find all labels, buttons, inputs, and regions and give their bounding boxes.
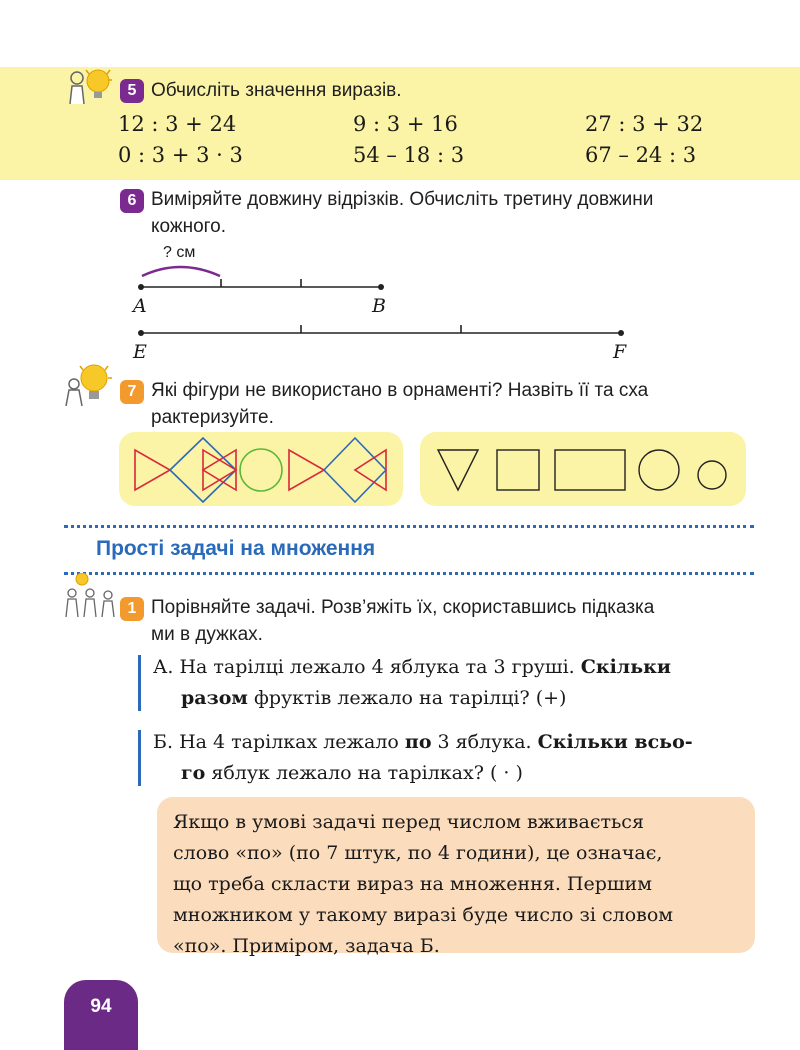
group-children-icon xyxy=(62,573,120,619)
triangle-icon xyxy=(438,450,478,490)
expression: 12 : 3 + 24 xyxy=(118,112,237,136)
divider-top xyxy=(64,525,754,528)
problem-a-letter: А. xyxy=(153,656,174,678)
point-a-label: A xyxy=(133,295,147,317)
expression: 27 : 3 + 32 xyxy=(585,112,704,136)
small-circle-icon xyxy=(698,461,726,489)
rule-note xyxy=(157,797,755,957)
arc-label: ? см xyxy=(163,244,196,261)
expression: 0 : 3 + 3 · 3 xyxy=(118,143,243,167)
expression: 9 : 3 + 16 xyxy=(353,112,458,136)
task6-number: 6 xyxy=(120,189,144,213)
rectangle-icon xyxy=(555,450,625,490)
problem-a-line2: разом фруктів лежало на тарілці? (+) xyxy=(181,687,567,709)
section-title: Прості задачі на множення xyxy=(96,537,376,560)
note-text: Якщо в умові задачі перед числом вживається слово «по» (по 7 штук, по 4 години), це означає, що треба скласти вираз на множення. Першим множником у такому виразі буде число зі словом «по». Приміром, задача Б. xyxy=(173,811,674,957)
big-circle-icon xyxy=(639,450,679,490)
expression: 54 – 18 : 3 xyxy=(353,143,465,167)
problem-b-line1: Б. На 4 тарілках лежало по 3 яблука. Скільки всьо- xyxy=(153,731,693,753)
task1-line2: ми в дужках. xyxy=(151,624,263,645)
thinking-child-icon xyxy=(62,66,120,108)
task5-title: Обчисліть значення виразів. xyxy=(151,80,402,101)
task7-number: 7 xyxy=(120,380,144,404)
task1-line1: Порівняйте задачі. Розв’яжіть їх, скориставшись підказка xyxy=(151,597,655,618)
point-f-label: F xyxy=(613,341,627,363)
point-b-label: B xyxy=(372,295,386,317)
problem-a-bar xyxy=(138,655,141,711)
square-icon xyxy=(497,450,539,490)
ornament xyxy=(119,432,403,506)
task7-line2: рактеризуйте. xyxy=(151,407,274,428)
task5-number: 5 xyxy=(120,79,144,103)
point-e-label: E xyxy=(133,341,147,363)
measure-arc xyxy=(142,267,220,276)
task7-line1: Які фігури не використано в орнаменті? Назвіть її та сха xyxy=(151,380,649,401)
expression: 67 – 24 : 3 xyxy=(585,143,697,167)
problem-a-line1: А. На тарілці лежало 4 яблука та 3 груші. Скільки xyxy=(153,656,671,678)
problem-b-bar xyxy=(138,730,141,786)
task6-line2: кожного. xyxy=(151,216,227,237)
divider-bottom xyxy=(64,572,754,575)
lightbulb-child-icon xyxy=(62,362,120,408)
problem-b-line2: го яблук лежало на тарілках? ( · ) xyxy=(181,762,523,784)
figures xyxy=(420,432,746,506)
task6-line1: Виміряйте довжину відрізків. Обчисліть третину довжини xyxy=(151,189,654,210)
page-number: 94 xyxy=(64,980,138,1050)
problem-b-letter: Б. xyxy=(153,731,174,753)
task1-number: 1 xyxy=(120,597,144,621)
